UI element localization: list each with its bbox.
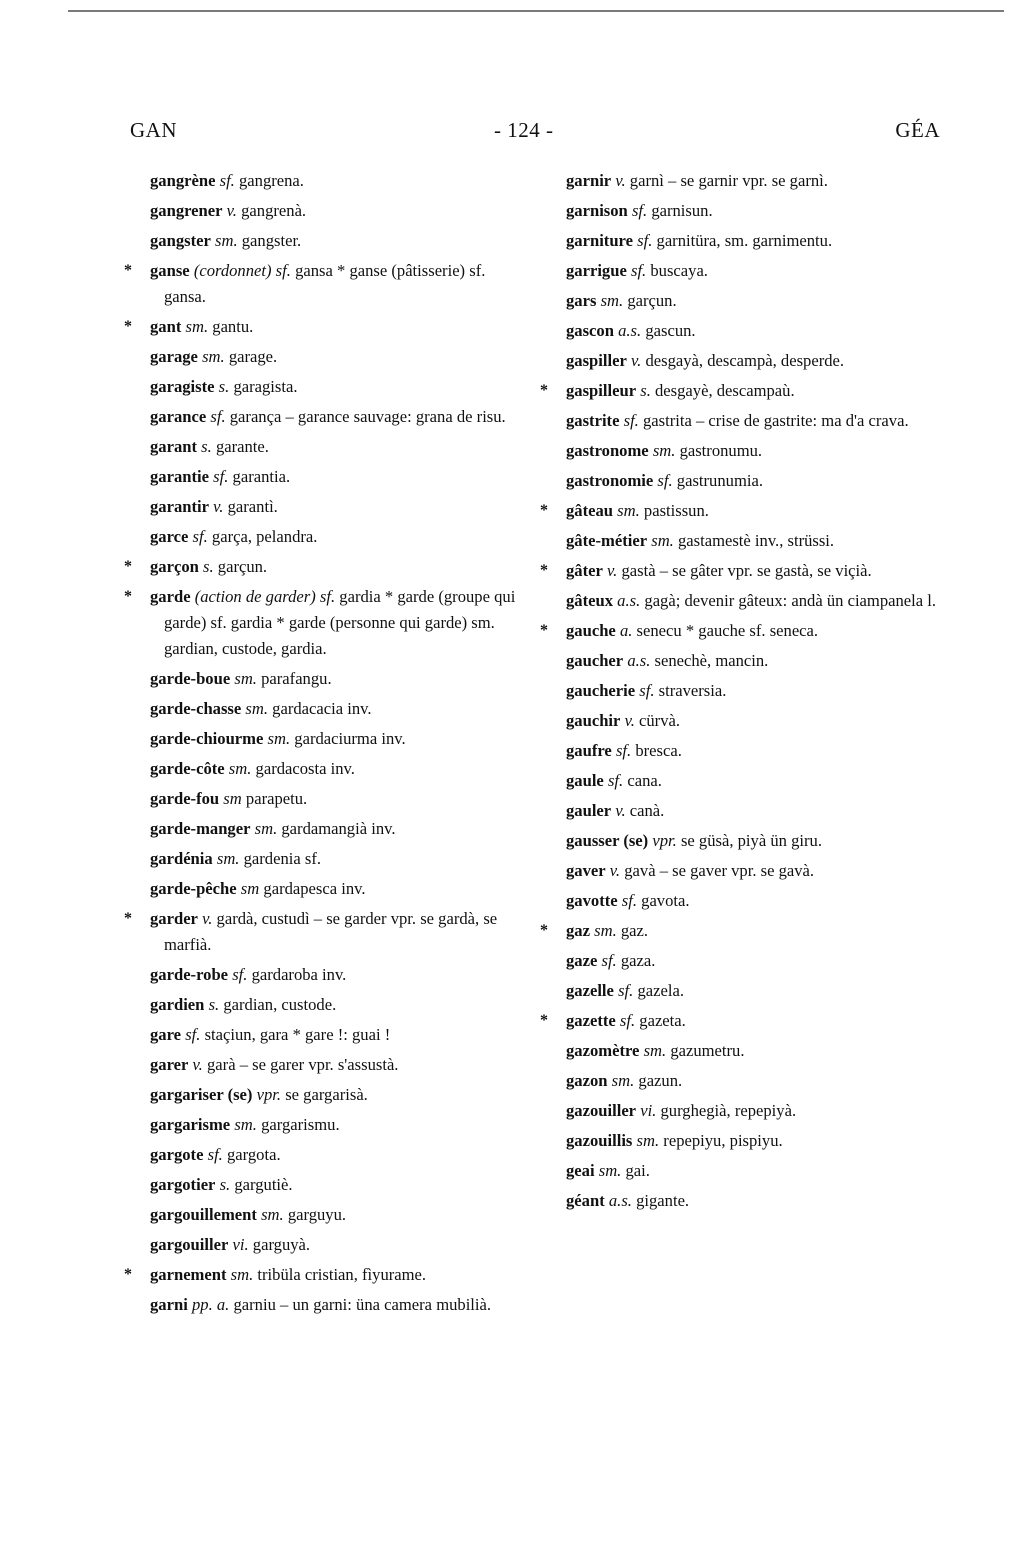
entry-translation: gai. <box>625 1161 650 1180</box>
entry-headword: garrigue <box>566 261 627 280</box>
entry-grammar: vpr. <box>652 831 677 850</box>
entry-headword: garance <box>150 407 207 426</box>
entry-grammar: v. <box>202 909 213 928</box>
entry-translation: bresca. <box>635 741 682 760</box>
entry-headword: gascon <box>566 321 614 340</box>
dictionary-entry <box>150 524 525 550</box>
dictionary-entry <box>566 1068 956 1094</box>
entry-headword: garce <box>150 527 189 546</box>
entry-headword: gazette <box>566 1011 616 1030</box>
dictionary-entry <box>566 978 956 1004</box>
entry-translation: se gargarisà. <box>285 1085 368 1104</box>
entry-headword: gaspiller <box>566 351 627 370</box>
entry-headword: garnement <box>150 1265 227 1284</box>
entry-grammar: v. <box>615 171 626 190</box>
entry-grammar: sm. <box>598 1161 622 1180</box>
entry-grammar: v. <box>631 351 642 370</box>
dictionary-entry <box>150 1052 525 1078</box>
dictionary-entry <box>566 318 956 344</box>
entry-headword: garde <box>150 587 191 606</box>
entry-grammar: sm. <box>643 1041 667 1060</box>
entry-grammar: s. <box>640 381 651 400</box>
entry-headword: gazouillis <box>566 1131 633 1150</box>
dictionary-entry <box>566 168 956 194</box>
entry-headword: gargariser (se) <box>150 1085 253 1104</box>
dictionary-entry <box>566 1188 956 1214</box>
entry-translation: garçun. <box>627 291 677 310</box>
entry-grammar: sm. <box>267 729 291 748</box>
entry-translation: se güsà, piyà ün giru. <box>680 831 822 850</box>
entry-translation: gardaciurma inv. <box>294 729 406 748</box>
entry-headword: garniture <box>566 231 633 250</box>
entry-translation: gastrita – crise de gastrite: ma d'a crava. <box>642 411 909 430</box>
dictionary-entry <box>150 1232 525 1258</box>
entry-translation: gantu. <box>212 317 254 336</box>
entry-grammar: v. <box>226 201 237 220</box>
entry-headword: gâteau <box>566 501 614 520</box>
dictionary-entry <box>566 948 956 974</box>
entry-translation: gavà – se gaver vpr. se gavà. <box>624 861 815 880</box>
entry-translation: gavota. <box>641 891 690 910</box>
entry-translation: garnì – se garnir vpr. se garnì. <box>629 171 828 190</box>
entry-translation: garagista. <box>233 377 298 396</box>
entry-grammar: v. <box>607 561 618 580</box>
dictionary-entry <box>566 468 956 494</box>
entry-headword: gars <box>566 291 597 310</box>
entry-translation: gardaroba inv. <box>251 965 347 984</box>
entry-translation: gardapesca inv. <box>263 879 366 898</box>
entry-grammar: sf. <box>232 965 248 984</box>
entry-grammar: v. <box>609 861 621 880</box>
dictionary-entry <box>566 228 956 254</box>
entry-translation: gardacosta inv. <box>255 759 355 778</box>
entry-headword: garder <box>150 909 198 928</box>
entry-grammar: sm. <box>600 291 624 310</box>
dictionary-entry <box>150 756 525 782</box>
dictionary-entry <box>150 344 525 370</box>
entry-headword: géant <box>566 1191 605 1210</box>
dictionary-entry <box>566 258 956 284</box>
dictionary-entry <box>150 554 525 580</box>
entry-headword: gastronomie <box>566 471 654 490</box>
dictionary-entry <box>150 314 525 340</box>
entry-headword: garçon <box>150 557 199 576</box>
entry-translation: parafangu. <box>261 669 332 688</box>
entry-grammar: sm. <box>594 921 617 940</box>
entry-translation: gardamangià inv. <box>281 819 396 838</box>
entry-headword: gastrite <box>566 411 620 430</box>
entry-grammar: sf. <box>621 891 637 910</box>
dictionary-entry <box>566 1008 956 1034</box>
entry-translation: gastrunumia. <box>676 471 763 490</box>
dictionary-entry <box>150 464 525 490</box>
entry-headword: gazon <box>566 1071 608 1090</box>
dictionary-entry <box>566 648 956 674</box>
dictionary-entry <box>150 876 525 902</box>
entry-translation: garante. <box>215 437 269 456</box>
dictionary-entry <box>150 666 525 692</box>
entry-grammar: s. <box>208 995 220 1014</box>
entry-grammar: a.s. <box>627 651 651 670</box>
entry-translation: desgayè, descampaù. <box>655 381 795 400</box>
left-column <box>150 168 525 1322</box>
entry-translation: gastronumu. <box>679 441 763 460</box>
entry-grammar: sm. <box>617 501 640 520</box>
page-header <box>0 118 1024 152</box>
entry-headword: garde-chasse <box>150 699 242 718</box>
entry-grammar: sf. <box>615 741 632 760</box>
dictionary-entry <box>150 494 525 520</box>
entry-headword: garde-chiourme <box>150 729 264 748</box>
entry-grammar: a.s. <box>618 321 642 340</box>
entry-grammar: sf. <box>623 411 639 430</box>
dictionary-entry <box>566 1098 956 1124</box>
entry-translation: gazeta. <box>639 1011 686 1030</box>
entry-headword: garer <box>150 1055 189 1074</box>
entry-headword: gâte-métier <box>566 531 648 550</box>
entry-headword: gaufre <box>566 741 612 760</box>
entry-grammar: sf. <box>657 471 673 490</box>
entry-translation: cürvà. <box>639 711 681 730</box>
entry-grammar: sm. <box>234 669 257 688</box>
entry-headword: garde-pêche <box>150 879 237 898</box>
entry-headword: gauler <box>566 801 612 820</box>
entry-grammar: vpr. <box>256 1085 282 1104</box>
entry-translation: garnisun. <box>651 201 713 220</box>
entry-translation: garantia. <box>232 467 291 486</box>
entry-grammar: sf. <box>619 1011 636 1030</box>
dictionary-entry <box>566 768 956 794</box>
dictionary-entry <box>150 846 525 872</box>
dictionary-entry <box>150 696 525 722</box>
entry-headword: garagiste <box>150 377 215 396</box>
dictionary-entry <box>150 404 525 430</box>
entry-grammar: sm. <box>234 1115 257 1134</box>
dictionary-entry <box>150 786 525 812</box>
entry-headword: gâter <box>566 561 603 580</box>
entry-grammar: sf. <box>601 951 617 970</box>
entry-headword: gaucherie <box>566 681 636 700</box>
dictionary-entry <box>150 584 525 662</box>
entry-translation: senecu * gauche sf. seneca. <box>636 621 819 640</box>
dictionary-entry <box>566 678 956 704</box>
entry-translation: gansa * ganse (pâtisserie) sf. gansa. <box>164 261 486 306</box>
entry-grammar: sf. <box>618 981 634 1000</box>
entry-grammar: sm. <box>230 1265 254 1284</box>
entry-headword: gangrener <box>150 201 223 220</box>
entry-translation: gangster. <box>241 231 302 250</box>
dictionary-entry <box>566 528 956 554</box>
entry-translation: repepiyu, pispiyu. <box>663 1131 783 1150</box>
dictionary-entry <box>150 1262 525 1288</box>
entry-headword: garnir <box>566 171 612 190</box>
entry-translation: gigante. <box>636 1191 690 1210</box>
entry-translation: cana. <box>627 771 662 790</box>
entry-headword: gargotier <box>150 1175 216 1194</box>
entry-translation: parapetu. <box>245 789 308 808</box>
dictionary-entry <box>566 618 956 644</box>
entry-headword: garantir <box>150 497 209 516</box>
entry-grammar: sm. <box>215 231 238 250</box>
entry-grammar: sf. <box>637 231 653 250</box>
entry-grammar: sf. <box>210 407 226 426</box>
header-right-guideword: GÉA <box>895 118 940 142</box>
entry-translation: gangrena. <box>238 171 304 190</box>
entry-headword: gardénia <box>150 849 213 868</box>
entry-grammar: sm. <box>185 317 209 336</box>
entry-translation: garnitüra, sm. garnimentu. <box>656 231 833 250</box>
entry-translation: gazela. <box>637 981 684 1000</box>
dictionary-entry <box>566 1158 956 1184</box>
dictionary-entry <box>150 816 525 842</box>
entry-grammar: vi. <box>640 1101 657 1120</box>
entry-headword: gauchir <box>566 711 621 730</box>
entry-grammar: sf. <box>207 1145 223 1164</box>
entry-translation: garça, pelandra. <box>211 527 318 546</box>
dictionary-entry <box>566 858 956 884</box>
right-column <box>566 168 956 1218</box>
entry-translation: desgayà, descampà, desperde. <box>645 351 845 370</box>
dictionary-entry <box>566 498 956 524</box>
entry-headword: gaucher <box>566 651 624 670</box>
entry-headword: gaze <box>566 951 598 970</box>
entry-translation: gaza. <box>620 951 656 970</box>
dictionary-entry <box>566 438 956 464</box>
entry-headword: gaule <box>566 771 604 790</box>
entry-grammar: sf. <box>630 261 647 280</box>
dictionary-entry <box>566 288 956 314</box>
entry-translation: gastà – se gâter vpr. se gastà, se viçià. <box>621 561 872 580</box>
dictionary-entry <box>150 1172 525 1198</box>
entry-translation: gascun. <box>645 321 696 340</box>
entry-headword: gargote <box>150 1145 204 1164</box>
dictionary-entry <box>566 738 956 764</box>
entry-grammar: sm. <box>636 1131 660 1150</box>
entry-headword: gazouiller <box>566 1101 637 1120</box>
entry-grammar: s. <box>201 437 212 456</box>
entry-translation: gargota. <box>226 1145 281 1164</box>
entry-headword: gâteux <box>566 591 614 610</box>
dictionary-entry <box>150 1142 525 1168</box>
dictionary-entry <box>150 1082 525 1108</box>
dictionary-entry <box>150 374 525 400</box>
entry-translation: gardà, custudì – se garder vpr. se gardà, se marfià. <box>164 909 498 954</box>
entry-translation: canà. <box>629 801 665 820</box>
dictionary-entry <box>150 198 525 224</box>
entry-translation: gargutiè. <box>234 1175 293 1194</box>
entry-translation: gangrenà. <box>241 201 307 220</box>
entry-grammar: a. <box>619 621 633 640</box>
entry-translation: garança – garance sauvage: grana de risu. <box>229 407 506 426</box>
entry-headword: garde-robe <box>150 965 229 984</box>
entry-translation: gargarismu. <box>261 1115 340 1134</box>
entry-translation: gagà; devenir gâteux: andà ün ciampanela l. <box>644 591 937 610</box>
entry-grammar: sm <box>240 879 260 898</box>
entry-translation: senechè, mancin. <box>654 651 769 670</box>
dictionary-entry <box>566 408 956 434</box>
entry-translation: gurghegià, repepiyà. <box>660 1101 797 1120</box>
entry-headword: gastronome <box>566 441 649 460</box>
dictionary-entry <box>566 918 956 944</box>
entry-headword: gargouiller <box>150 1235 229 1254</box>
entry-translation: garage. <box>228 347 278 366</box>
dictionary-entry <box>566 828 956 854</box>
entry-grammar: sm. <box>245 699 268 718</box>
entry-headword: gausser (se) <box>566 831 649 850</box>
dictionary-entry <box>150 1022 525 1048</box>
entry-grammar: a.s. <box>617 591 641 610</box>
entry-headword: gauche <box>566 621 616 640</box>
dictionary-entry <box>150 992 525 1018</box>
entry-translation: garguyà. <box>252 1235 311 1254</box>
entry-grammar: v. <box>213 497 224 516</box>
entry-translation: garçun. <box>217 557 268 576</box>
entry-headword: gargouillement <box>150 1205 257 1224</box>
entry-headword: gardien <box>150 995 205 1014</box>
entry-grammar: sm. <box>652 441 676 460</box>
entry-headword: gant <box>150 317 182 336</box>
entry-grammar: sm. <box>254 819 278 838</box>
entry-translation: straversia. <box>658 681 727 700</box>
dictionary-entry <box>566 1128 956 1154</box>
entry-grammar: sf. <box>213 467 229 486</box>
entry-translation: buscaya. <box>650 261 708 280</box>
entry-grammar: s. <box>219 1175 231 1194</box>
entry-headword: garnison <box>566 201 628 220</box>
entry-translation: gardenia sf. <box>243 849 322 868</box>
header-left-guideword: GAN <box>130 118 177 142</box>
entry-grammar: v. <box>615 801 626 820</box>
entry-headword: garage <box>150 347 198 366</box>
dictionary-entry <box>566 588 956 614</box>
entry-headword: garde-fou <box>150 789 220 808</box>
entry-headword: garde-manger <box>150 819 251 838</box>
entry-grammar: a.s. <box>608 1191 632 1210</box>
dictionary-entry <box>566 1038 956 1064</box>
entry-translation: garantì. <box>227 497 278 516</box>
entry-grammar: (cordonnet) sf. <box>193 261 291 280</box>
dictionary-entry <box>150 1202 525 1228</box>
entry-grammar: sm. <box>261 1205 284 1224</box>
entry-grammar: (action de garder) sf. <box>194 587 336 606</box>
entry-grammar: vi. <box>232 1235 249 1254</box>
entry-headword: gargarisme <box>150 1115 231 1134</box>
entry-translation: garniu – un garni: üna camera mubilià. <box>233 1295 492 1314</box>
dictionary-entry <box>566 378 956 404</box>
dictionary-entry <box>150 168 525 194</box>
dictionary-entry <box>150 1112 525 1138</box>
entry-translation: garà – se garer vpr. s'assustà. <box>207 1055 399 1074</box>
entry-translation: gazun. <box>638 1071 683 1090</box>
entry-headword: gaz <box>566 921 590 940</box>
entry-grammar: sm. <box>651 531 674 550</box>
entry-headword: gangrène <box>150 171 216 190</box>
entry-grammar: sf. <box>192 527 208 546</box>
entry-grammar: s. <box>203 557 214 576</box>
entry-translation: gardia * garde (groupe qui garde) sf. gardia * garde (personne qui garde) sm. gardian, custode, gardia. <box>164 587 516 658</box>
dictionary-entry <box>566 708 956 734</box>
entry-headword: garde-côte <box>150 759 225 778</box>
dictionary-entry <box>566 348 956 374</box>
entry-grammar: sm. <box>228 759 252 778</box>
entry-grammar: sf. <box>607 771 624 790</box>
dictionary-entry <box>566 798 956 824</box>
entry-headword: gare <box>150 1025 182 1044</box>
entry-translation: gastamestè inv., strüssi. <box>677 531 835 550</box>
entry-headword: garant <box>150 437 198 456</box>
entry-grammar: sf. <box>631 201 648 220</box>
entry-grammar: v. <box>624 711 635 730</box>
entry-translation: gardian, custode. <box>223 995 337 1014</box>
entry-grammar: sm <box>223 789 242 808</box>
dictionary-entry <box>150 258 525 310</box>
dictionary-entry <box>566 558 956 584</box>
entry-headword: gangster <box>150 231 211 250</box>
dictionary-entry <box>566 888 956 914</box>
dictionary-entry <box>150 962 525 988</box>
entry-headword: gaver <box>566 861 606 880</box>
entry-translation: gazumetru. <box>670 1041 745 1060</box>
entry-grammar: v. <box>192 1055 203 1074</box>
dictionary-entry <box>566 198 956 224</box>
entry-translation: gardacacia inv. <box>272 699 372 718</box>
entry-grammar: s. <box>218 377 230 396</box>
entry-grammar: sm. <box>202 347 225 366</box>
dictionary-entry <box>150 228 525 254</box>
entry-grammar: pp. a. <box>191 1295 230 1314</box>
entry-headword: garantie <box>150 467 209 486</box>
entry-translation: tribüla cristian, fìyurame. <box>257 1265 427 1284</box>
entry-grammar: sm. <box>216 849 240 868</box>
entry-grammar: sf. <box>219 171 235 190</box>
dictionary-entry <box>150 434 525 460</box>
entry-translation: gaz. <box>620 921 649 940</box>
entry-translation: staçiun, gara * gare !: guai ! <box>204 1025 391 1044</box>
entry-headword: garni <box>150 1295 188 1314</box>
entry-headword: gaspilleur <box>566 381 637 400</box>
entry-grammar: sf. <box>185 1025 201 1044</box>
entry-headword: gavotte <box>566 891 618 910</box>
dictionary-entry <box>150 906 525 958</box>
dictionary-entry <box>150 726 525 752</box>
page-number: - 124 - <box>494 118 554 142</box>
entry-headword: gazomètre <box>566 1041 640 1060</box>
entry-headword: gazelle <box>566 981 614 1000</box>
entry-grammar: sf. <box>639 681 655 700</box>
top-rule <box>68 10 1004 12</box>
entry-translation: pastissun. <box>643 501 709 520</box>
entry-headword: geai <box>566 1161 595 1180</box>
entry-headword: ganse <box>150 261 190 280</box>
entry-headword: garde-boue <box>150 669 231 688</box>
entry-grammar: sm. <box>611 1071 635 1090</box>
entry-translation: garguyu. <box>287 1205 347 1224</box>
dictionary-entry <box>150 1292 525 1318</box>
